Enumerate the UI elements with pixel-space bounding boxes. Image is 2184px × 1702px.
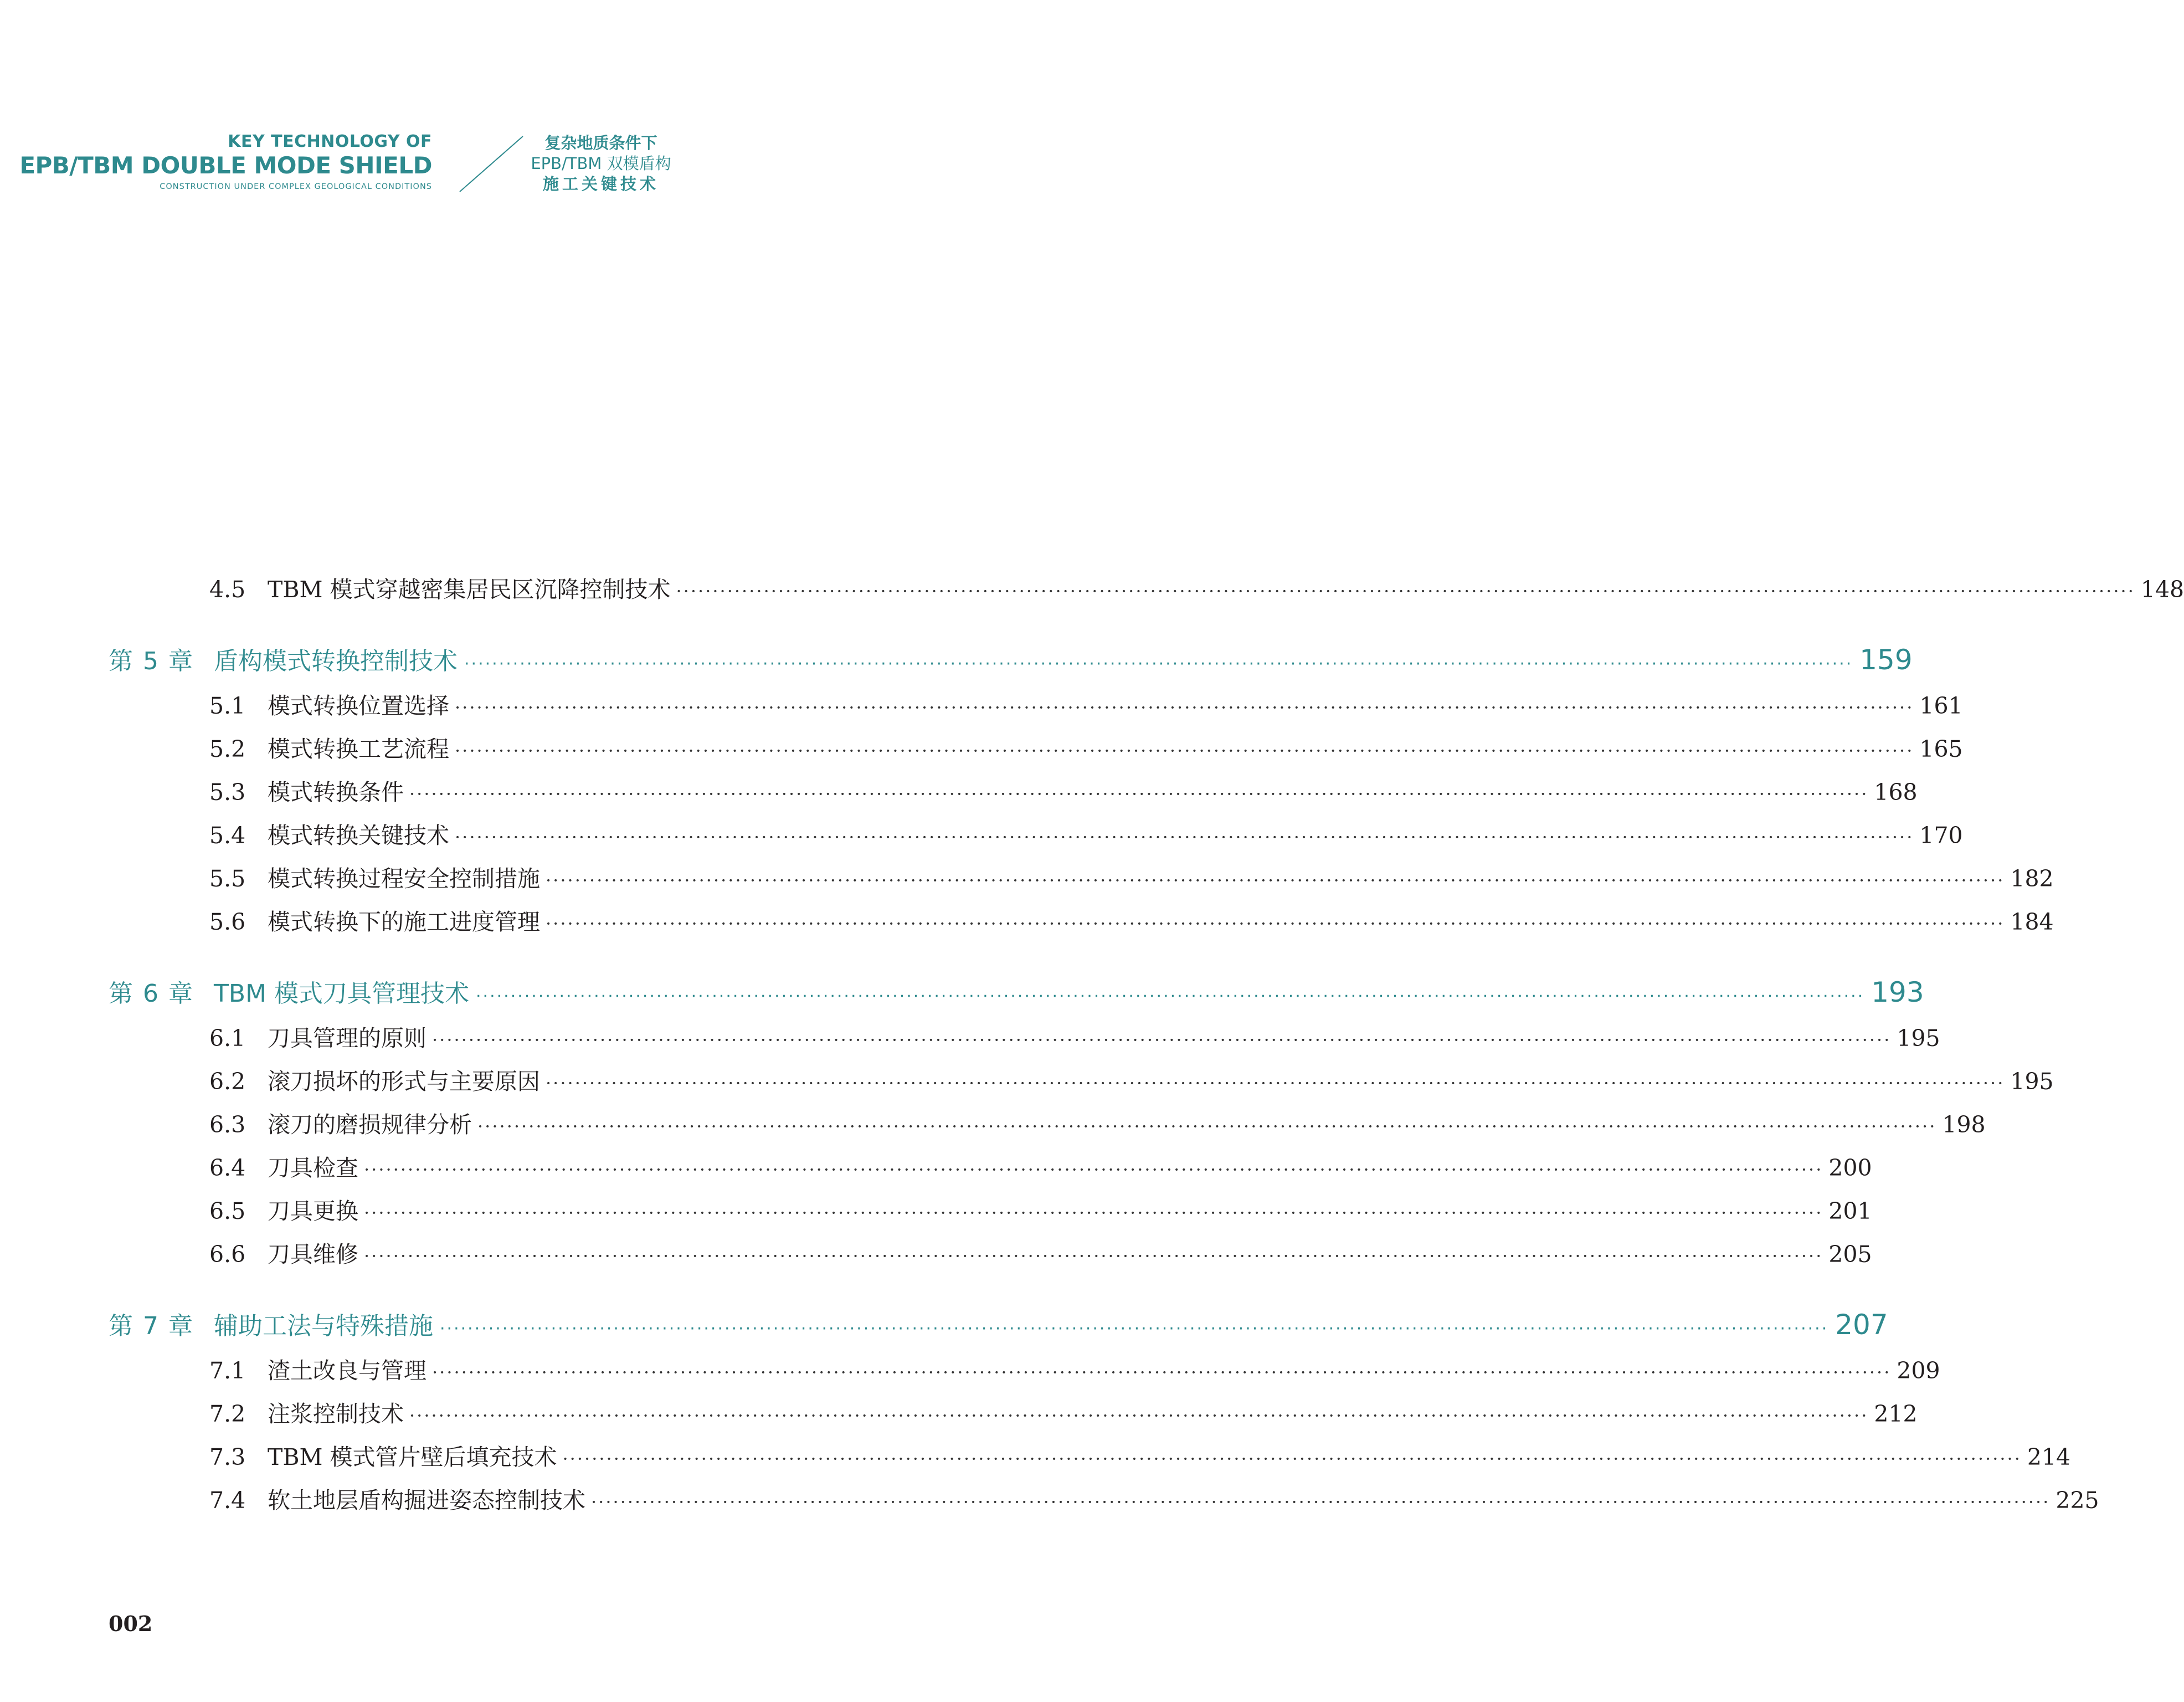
toc-section-row[interactable] (209, 819, 1963, 854)
section-title: 刀具管理的原则 (268, 1025, 426, 1052)
page-reference: 161 (1919, 693, 1963, 719)
section-number: 5.5 (209, 865, 246, 892)
page-reference: 182 (2010, 865, 2054, 892)
leader-dots: ········································································································································································································ (409, 1405, 1869, 1426)
toc-section-row[interactable] (209, 732, 1963, 767)
section-number: 5.3 (209, 779, 246, 806)
toc-chapter-row[interactable] (109, 1305, 1888, 1349)
page-reference: 170 (1919, 822, 1963, 849)
toc-section-row[interactable] (209, 1484, 2099, 1519)
leader-dots: ········································································································································································································ (432, 1029, 1892, 1050)
section-number: 7.1 (209, 1357, 246, 1384)
leader-dots: ········································································································································································································ (432, 1362, 1892, 1383)
toc-section-row[interactable] (209, 1022, 1940, 1057)
section-title: 刀具维修 (268, 1241, 358, 1268)
section-number: 6.6 (209, 1241, 246, 1268)
section-title: 滚刀的磨损规律分析 (268, 1111, 472, 1138)
leader-dots: ········································································································································································································ (676, 581, 2135, 602)
leader-dots: ········································································································································································································ (409, 783, 1869, 804)
section-title: 软土地层盾构掘进姿态控制技术 (268, 1487, 585, 1514)
page-reference: 195 (2010, 1068, 2054, 1095)
section-number: 5.1 (209, 693, 246, 719)
leader-dots: ········································································································································································································ (546, 870, 2005, 891)
header-en-line2: EPB/TBM DOUBLE MODE SHIELD (19, 152, 432, 179)
toc-chapter-row[interactable] (109, 640, 1913, 684)
chapter-title: 辅助工法与特殊措施 (214, 1312, 433, 1340)
page-reference: 200 (1828, 1155, 1872, 1181)
toc-section-row[interactable] (209, 1397, 1918, 1432)
section-number: 6.1 (209, 1025, 246, 1052)
section-number: 6.2 (209, 1068, 246, 1095)
toc-section-row[interactable] (209, 905, 2054, 940)
leader-dots: ········································································································································································································ (591, 1491, 2051, 1513)
page-reference: 168 (1874, 779, 1918, 806)
section-title: 模式转换条件 (268, 779, 404, 806)
section-title: 刀具检查 (268, 1155, 358, 1181)
header-en-line3: CONSTRUCTION UNDER COMPLEX GEOLOGICAL CONDITIONS (160, 182, 432, 191)
leader-dots: ········································································································································································································ (546, 913, 2005, 934)
section-number: 4.5 (209, 576, 246, 603)
page-reference: 225 (2055, 1487, 2099, 1514)
toc-section-row[interactable] (209, 1195, 1872, 1229)
toc-section-row[interactable] (209, 1354, 1940, 1389)
leader-dots: ········································································································································································································ (546, 1073, 2005, 1094)
chapter-number: 第 6 章 (109, 980, 194, 1008)
section-title: 模式转换关键技术 (268, 822, 449, 849)
section-title: 模式转换过程安全控制措施 (268, 865, 540, 892)
page-reference: 214 (2027, 1444, 2071, 1470)
leader-dots: ········································································································································································································ (455, 740, 1914, 761)
section-number: 6.3 (209, 1111, 246, 1138)
chapter-number: 第 5 章 (109, 647, 194, 675)
page-reference: 195 (1897, 1025, 1940, 1052)
page-reference: 201 (1828, 1198, 1872, 1224)
toc-section-row[interactable] (209, 1151, 1872, 1186)
leader-dots: ········································································································································································································ (464, 654, 1853, 674)
leader-dots: ········································································································································································································ (477, 1116, 1937, 1137)
leader-dots: ········································································································································································································ (476, 987, 1865, 1006)
page-reference: 205 (1828, 1241, 1872, 1268)
section-number: 5.2 (209, 736, 246, 762)
section-title: 模式转换下的施工进度管理 (268, 909, 540, 935)
section-title: 渣土改良与管理 (268, 1357, 426, 1384)
section-title: TBM 模式管片壁后填充技术 (268, 1444, 557, 1470)
section-title: TBM 模式穿越密集居民区沉降控制技术 (268, 576, 671, 603)
section-number: 6.5 (209, 1198, 246, 1224)
page-reference: 207 (1835, 1309, 1888, 1341)
header-zh-line2: EPB/TBM 双模盾构 (531, 154, 671, 173)
toc-section-row[interactable] (209, 1238, 1872, 1273)
toc-section-row[interactable] (209, 1440, 2071, 1475)
toc-section-row[interactable] (209, 1108, 1986, 1143)
section-number: 7.2 (209, 1401, 246, 1427)
section-number: 5.4 (209, 822, 246, 849)
page-reference: 209 (1897, 1357, 1940, 1384)
chapter-number: 第 7 章 (109, 1312, 194, 1340)
toc-section-row[interactable] (209, 1065, 2054, 1100)
toc-section-row[interactable] (209, 689, 1963, 724)
page-reference: 148 (2140, 576, 2184, 603)
leader-dots: ········································································································································································································ (364, 1245, 1823, 1267)
leader-dots: ········································································································································································································ (455, 827, 1914, 848)
section-title: 刀具更换 (268, 1198, 358, 1224)
toc-section-row[interactable] (209, 862, 2054, 897)
leader-dots: ········································································································································································································ (364, 1202, 1823, 1223)
header-zh-line1: 复杂地质条件下 (544, 134, 657, 152)
header-en-line1: KEY TECHNOLOGY OF (228, 132, 432, 151)
section-number: 5.6 (209, 909, 246, 935)
leader-dots: ········································································································································································································ (562, 1448, 2022, 1469)
toc-section-row[interactable] (209, 776, 1918, 811)
section-title: 注浆控制技术 (268, 1401, 404, 1427)
chapter-title: TBM 模式刀具管理技术 (214, 980, 470, 1008)
chapter-title: 盾构模式转换控制技术 (214, 647, 458, 675)
page-reference: 193 (1871, 976, 1924, 1008)
toc-section-row[interactable] (209, 573, 2184, 608)
leader-dots: ········································································································································································································ (440, 1319, 1829, 1339)
page-reference: 165 (1919, 736, 1963, 762)
section-title: 模式转换位置选择 (268, 693, 449, 719)
page-reference: 212 (1874, 1401, 1918, 1427)
section-number: 6.4 (209, 1155, 246, 1181)
header-zh-line3: 施工关键技术 (542, 175, 659, 193)
toc-chapter-row[interactable] (109, 973, 1924, 1016)
page-number: 002 (109, 1611, 153, 1636)
section-title: 滚刀损坏的形式与主要原因 (268, 1068, 540, 1095)
page-reference: 159 (1859, 644, 1913, 676)
page-reference: 198 (1942, 1111, 1986, 1138)
section-title: 模式转换工艺流程 (268, 736, 449, 762)
leader-dots: ········································································································································································································ (455, 697, 1914, 718)
section-number: 7.3 (209, 1444, 246, 1470)
section-number: 7.4 (209, 1487, 246, 1514)
leader-dots: ········································································································································································································ (364, 1159, 1823, 1180)
page-reference: 184 (2010, 909, 2054, 935)
